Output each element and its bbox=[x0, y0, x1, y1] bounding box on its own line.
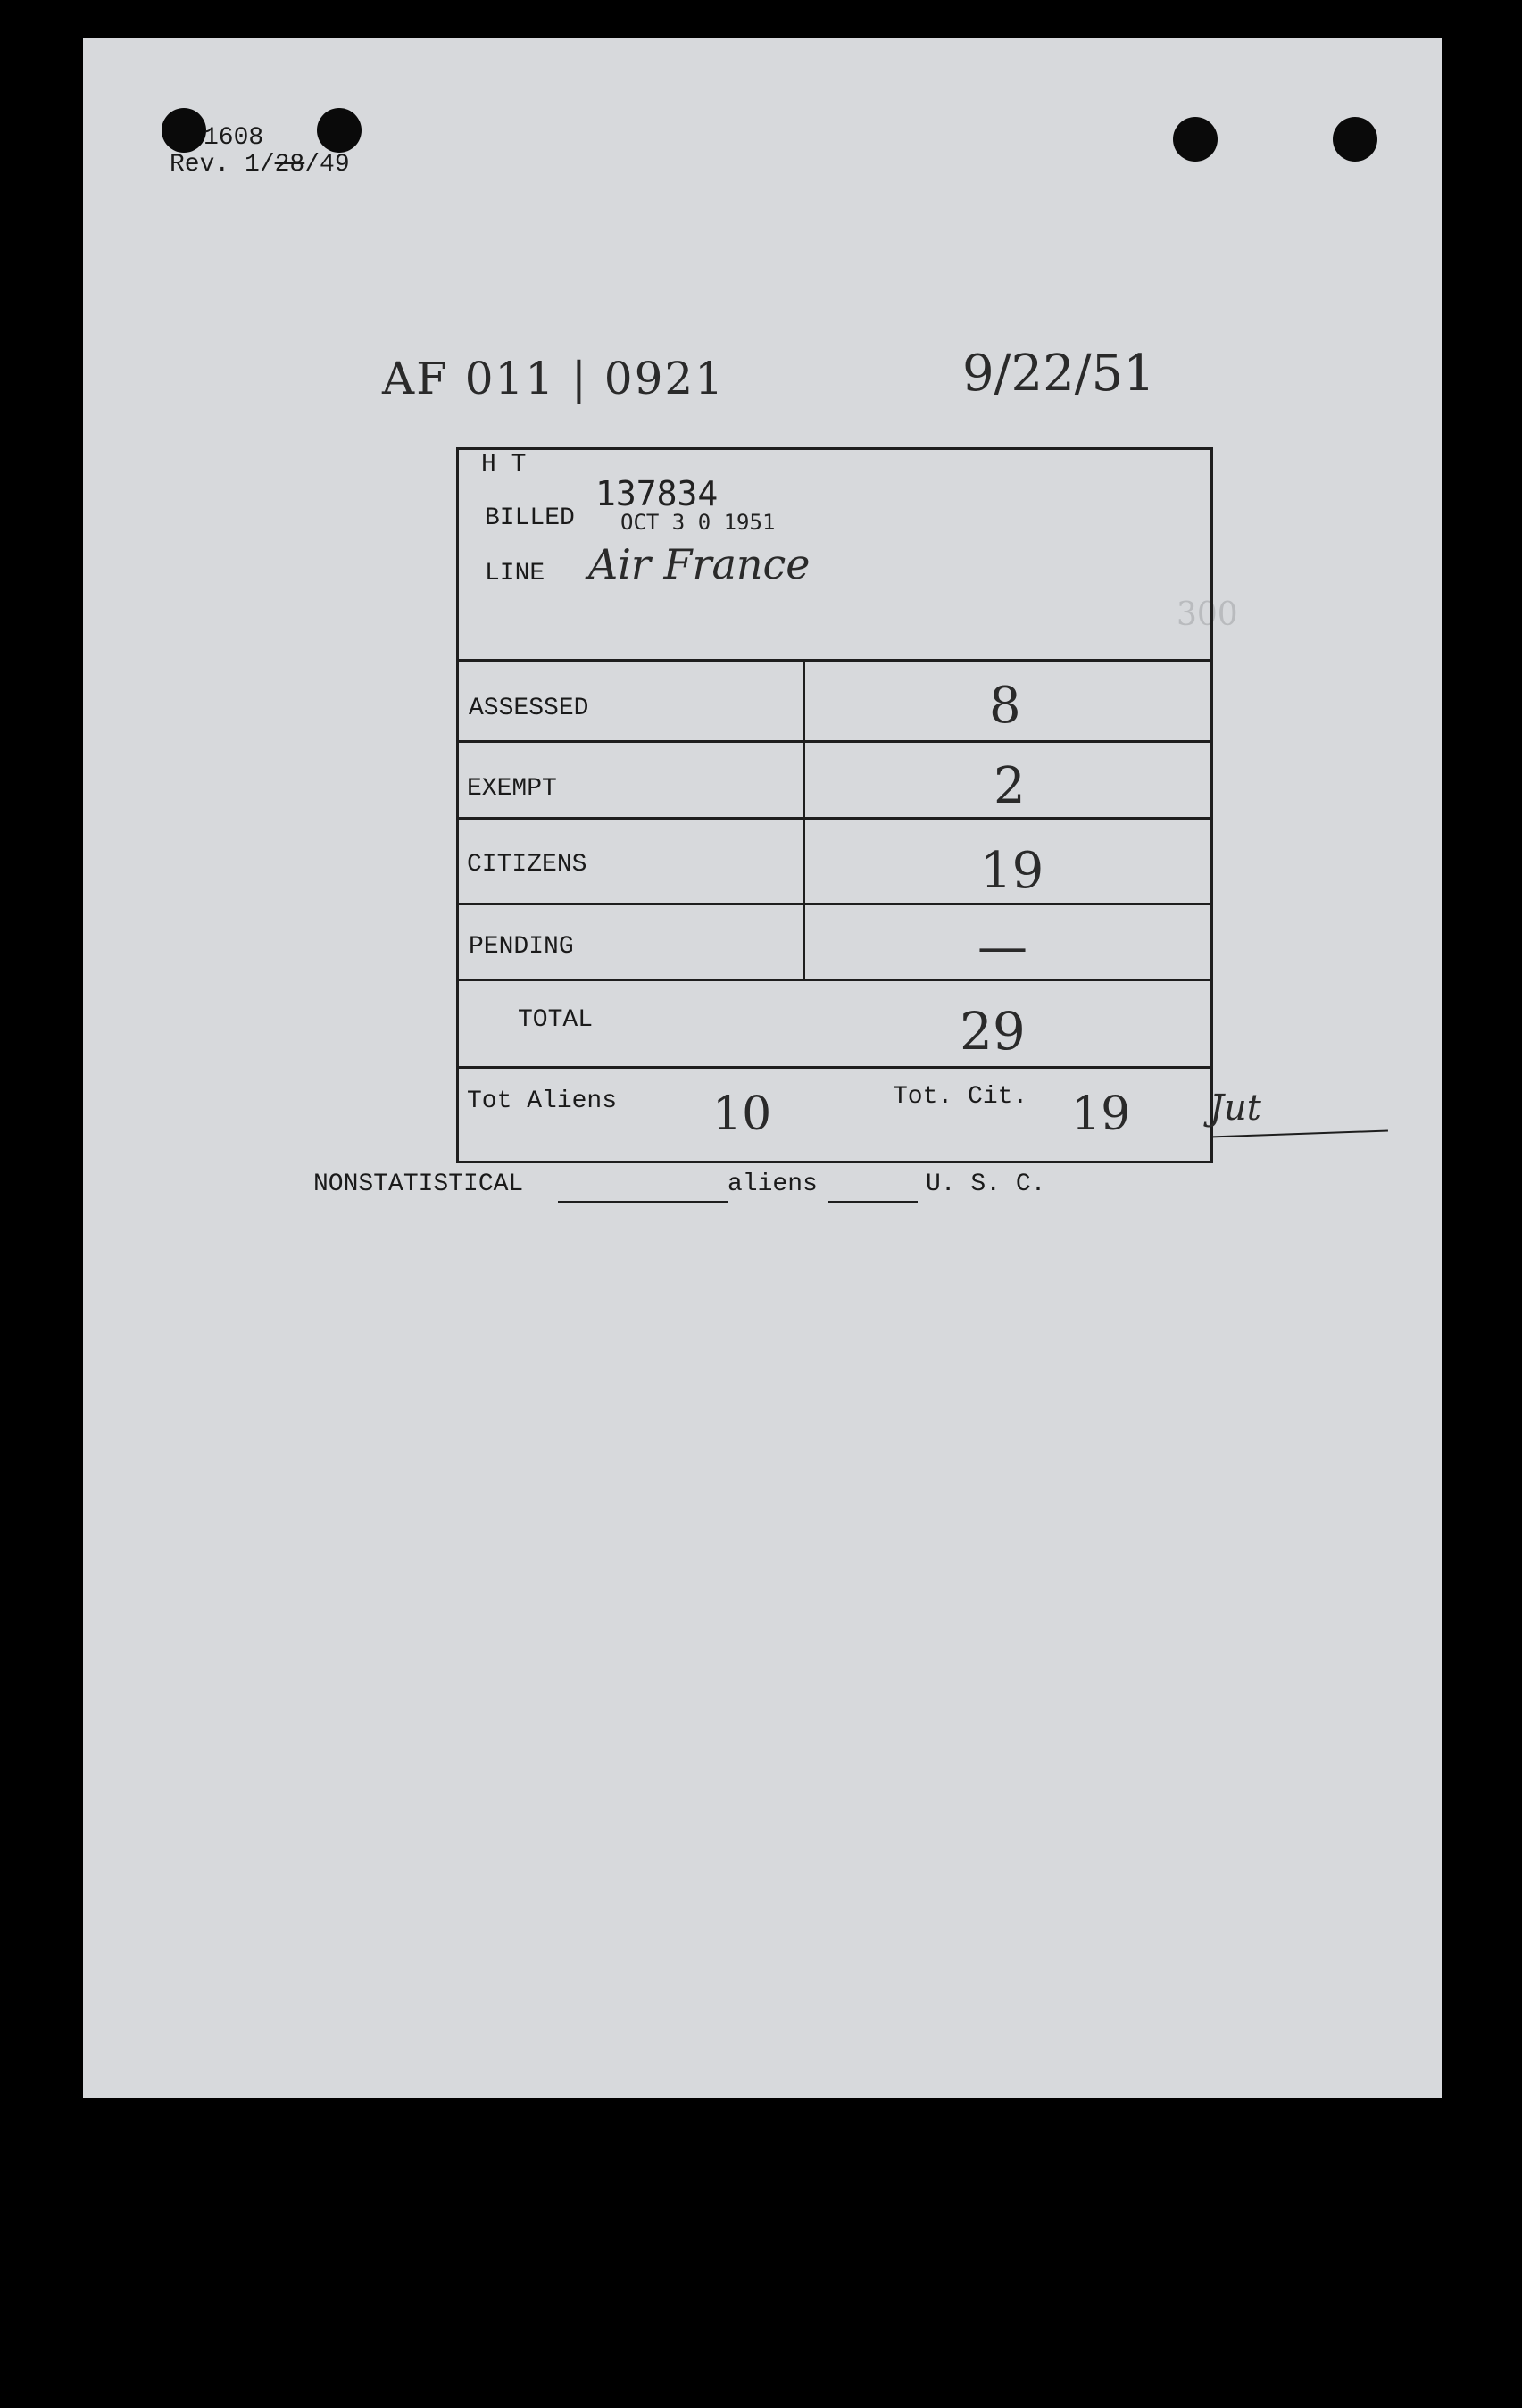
billed-number: 137834 bbox=[595, 474, 719, 513]
nonstatistical-blank bbox=[558, 1201, 728, 1203]
tally-box bbox=[456, 447, 1213, 1163]
billed-date: OCT 3 0 1951 bbox=[620, 510, 776, 535]
aliens-label: aliens bbox=[728, 1171, 818, 1198]
header-date: 9/22/51 bbox=[962, 345, 1155, 403]
total-label: TOTAL bbox=[518, 1006, 594, 1034]
rule-1 bbox=[456, 659, 1210, 662]
document-page bbox=[83, 38, 1442, 2098]
tot-aliens-value: 10 bbox=[712, 1087, 772, 1141]
aliens-blank bbox=[828, 1201, 918, 1203]
flight-code: AF 011 | 0921 bbox=[382, 353, 726, 404]
nonstatistical-label: NONSTATISTICAL bbox=[313, 1171, 524, 1198]
row-value-exempt: 2 bbox=[994, 757, 1026, 815]
ht-label: H T bbox=[481, 451, 527, 479]
revision-struck: 28 bbox=[274, 151, 305, 179]
punch-hole-left-2 bbox=[317, 108, 362, 153]
margin-note: 300 bbox=[1177, 596, 1238, 633]
punch-hole-right-1 bbox=[1173, 117, 1218, 162]
row-value-pending: — bbox=[977, 918, 1027, 976]
punch-hole-left-1 bbox=[162, 108, 206, 153]
tot-cit-value: 19 bbox=[1071, 1087, 1131, 1141]
tot-aliens-label: Tot Aliens bbox=[467, 1087, 618, 1115]
rule-3 bbox=[456, 817, 1210, 820]
signature-stroke bbox=[1210, 1130, 1388, 1138]
usc-label: U. S. C. bbox=[926, 1171, 1046, 1198]
line-value: Air France bbox=[588, 540, 811, 588]
rule-5 bbox=[456, 979, 1210, 981]
rule-6 bbox=[456, 1066, 1210, 1069]
form-number: 1608 bbox=[204, 124, 264, 152]
rule-4 bbox=[456, 903, 1210, 905]
rule-2 bbox=[456, 740, 1210, 743]
row-value-assessed: 8 bbox=[989, 677, 1021, 735]
punch-hole-right-2 bbox=[1333, 117, 1377, 162]
row-label-assessed: ASSESSED bbox=[469, 695, 589, 722]
revision-prefix: Rev. 1/ bbox=[170, 151, 275, 179]
row-value-citizens: 19 bbox=[980, 842, 1044, 900]
row-label-pending: PENDING bbox=[469, 933, 574, 961]
column-divider bbox=[803, 659, 805, 979]
tot-cit-label: Tot. Cit. bbox=[893, 1083, 1028, 1111]
line-label: LINE bbox=[485, 560, 545, 587]
initials-signature: Jut bbox=[1210, 1087, 1261, 1129]
billed-label: BILLED bbox=[485, 504, 575, 532]
row-label-citizens: CITIZENS bbox=[467, 851, 587, 879]
revision-suffix: /49 bbox=[304, 151, 350, 179]
row-label-exempt: EXEMPT bbox=[467, 775, 557, 803]
form-revision bbox=[170, 151, 350, 179]
total-value: 29 bbox=[960, 1001, 1026, 1062]
